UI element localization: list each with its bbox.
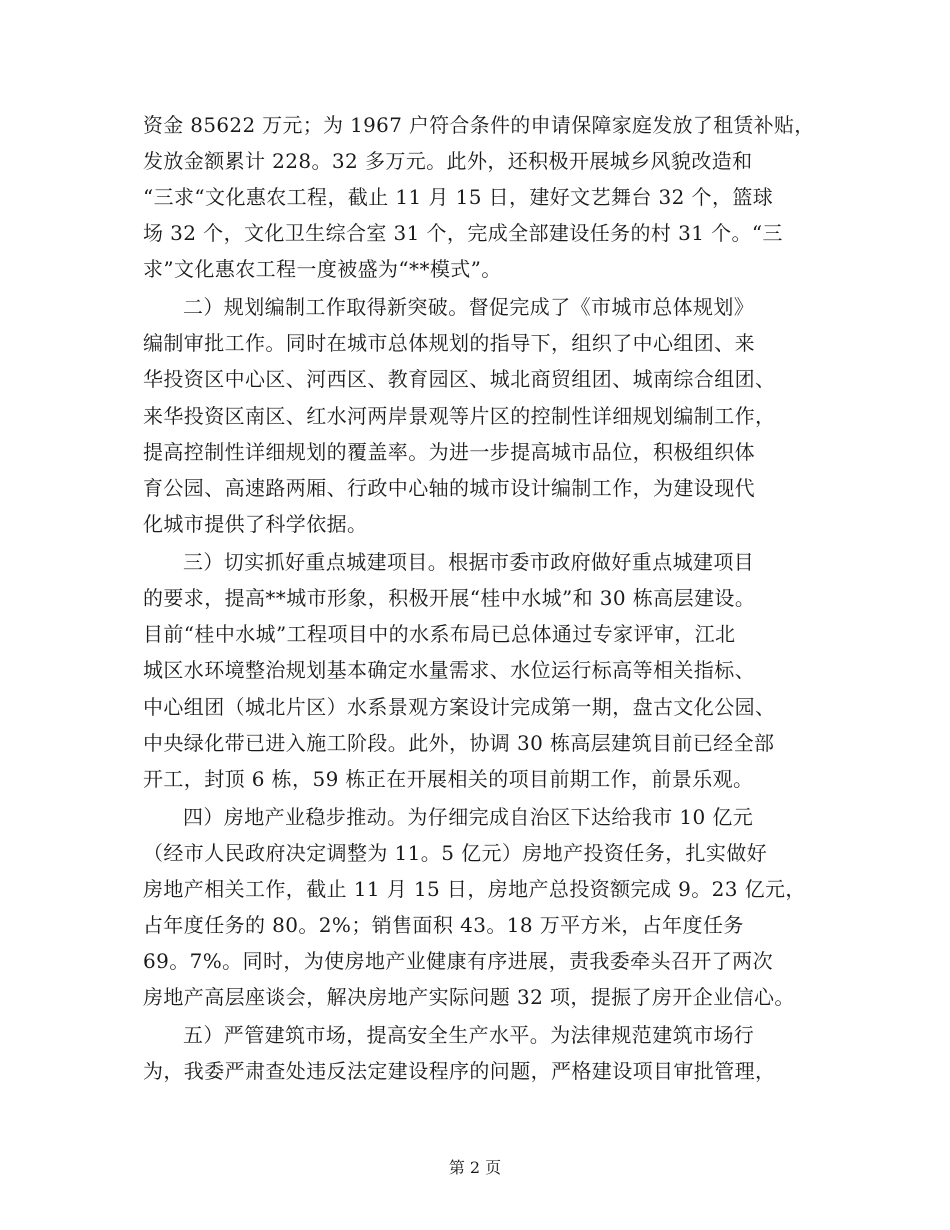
text-line: 中心组团（城北片区）水系景观方案设计完成第一期，盘古文化公园、	[143, 695, 776, 719]
text-line: 求”文化惠农工程一度被盛为“**模式”。	[143, 257, 502, 281]
text-line: 中央绿化带已进入施工阶段。此外，协调 30 栋高层建筑目前已经全部	[143, 731, 775, 755]
text-line: 城区水环境整治规划基本确定水量需求、水位运行标高等相关指标、	[143, 658, 755, 682]
text-line: “三求“文化惠农工程，截止 11 月 15 日，建好文艺舞台 32 个，篮球	[143, 185, 774, 209]
paragraph-heading-line: 二）规划编制工作取得新突破。督促完成了《市城市总体规划》	[183, 295, 755, 319]
text-line: 来华投资区南区、红水河两岸景观等片区的控制性详细规划编制工作，	[143, 404, 776, 428]
paragraph-heading-line: 四）房地产业稳步推动。为仔细完成自治区下达给我市 10 亿元	[183, 805, 754, 829]
text-line: 发放金额累计 228。32 多万元。此外，还积极开展城乡风貌改造和	[143, 149, 753, 173]
text-line: 目前“桂中水城”工程项目中的水系布局已总体通过专家评审，江北	[143, 622, 736, 646]
text-line: 开工，封顶 6 栋，59 栋正在开展相关的项目前期工作，前景乐观。	[143, 767, 754, 791]
text-line: 华投资区中心区、河西区、教育园区、城北商贸组团、城南综合组团、	[143, 367, 776, 391]
text-line: 资金 85622 万元；为 1967 户符合条件的申请保障家庭发放了租赁补贴，	[143, 113, 815, 137]
text-line: 化城市提供了科学依据。	[143, 512, 368, 536]
text-line: 占年度任务的 80。2%；销售面积 43。18 万平方米，占年度任务	[143, 913, 744, 937]
page-number: 第 2 页	[448, 1158, 502, 1177]
text-line: 房地产相关工作，截止 11 月 15 日，房地产总投资额完成 9。23 亿元，	[143, 877, 806, 901]
text-line: 的要求，提高**城市形象，积极开展“桂中水城”和 30 栋高层建设。	[143, 586, 756, 610]
text-line: 场 32 个，文化卫生综合室 31 个，完成全部建设任务的村 31 个。“三	[143, 221, 783, 245]
text-line: 为，我委严肃查处违反法定建设程序的问题，严格建设项目审批管理，	[143, 1059, 776, 1083]
paragraph-heading-line: 五）严管建筑市场，提高安全生产水平。为法律规范建筑市场行	[183, 1023, 755, 1047]
text-line: 69。7%。同时，为使房地产业健康有序进展，责我委牵头召开了两次	[143, 949, 773, 973]
text-line: 提高控制性详细规划的覆盖率。为进一步提高城市品位，积极组织体	[143, 440, 755, 464]
text-line: 房地产高层座谈会，解决房地产实际问题 32 项，提振了房开企业信心。	[143, 985, 795, 1009]
text-line: （经市人民政府决定调整为 11。5 亿元）房地产投资任务，扎实做好	[143, 841, 768, 865]
text-line: 编制审批工作。同时在城市总体规划的指导下，组织了中心组团、来	[143, 331, 755, 355]
text-line: 育公园、高速路两厢、行政中心轴的城市设计编制工作，为建设现代	[143, 476, 755, 500]
paragraph-heading-line: 三）切实抓好重点城建项目。根据市委市政府做好重点城建项目	[183, 550, 755, 574]
